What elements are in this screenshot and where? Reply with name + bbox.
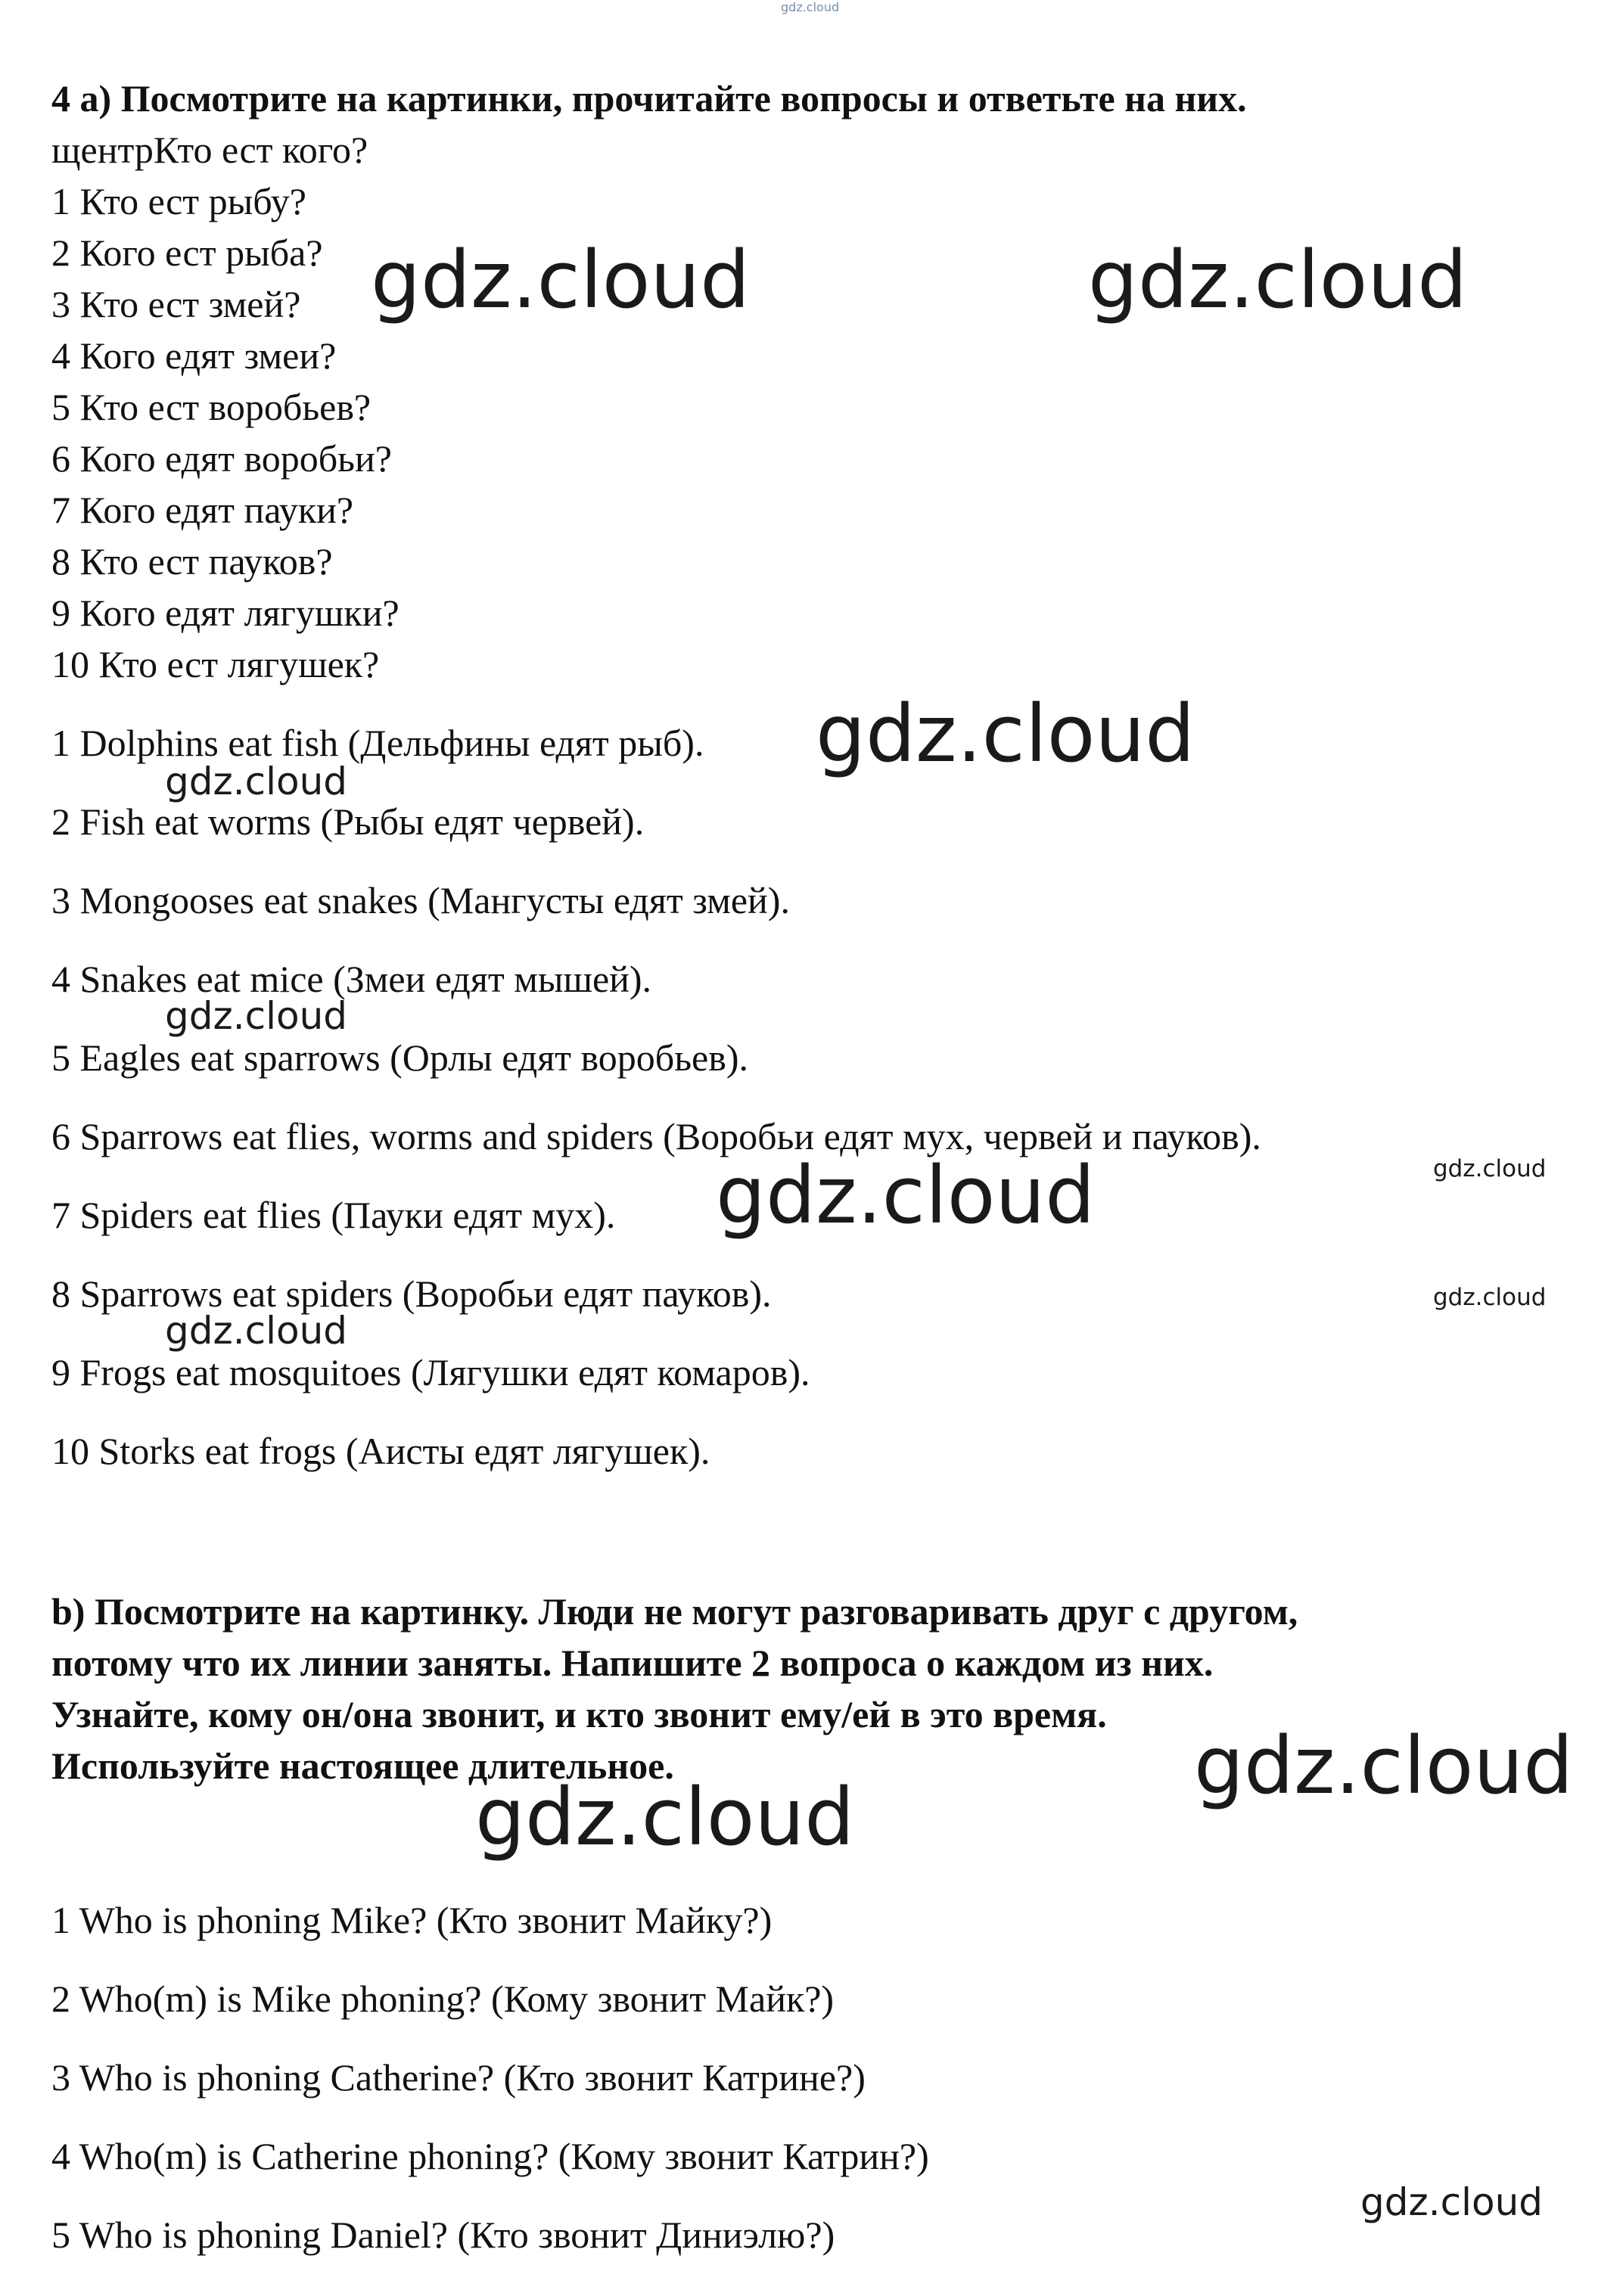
answer-a-6: 6 Sparrows eat flies, worms and spiders (Воробьи едят мух, червей и пауков). <box>51 1115 1261 1157</box>
watermark-large: gdz.cloud <box>1194 1720 1574 1812</box>
answer-b-5: 5 Who is phoning Daniel? (Кто звонит Диниэлю?) <box>51 2214 835 2256</box>
question-4: 4 Кого едят змеи? <box>51 334 337 377</box>
question-8: 8 Кто ест пауков? <box>51 540 333 583</box>
watermark-large: gdz.cloud <box>1088 234 1468 326</box>
part-b-heading-line-4: Используйте настоящее длительное. <box>51 1745 674 1787</box>
part-b-heading-line-1: b) Посмотрите на картинку. Люди не могут разговаривать друг с другом, <box>51 1590 1298 1633</box>
answer-b-2: 2 Who(m) is Mike phoning? (Кому звонит Майк?) <box>51 1978 835 2020</box>
watermark-small: gdz.cloud <box>1433 1155 1547 1182</box>
watermark-large: gdz.cloud <box>816 688 1195 780</box>
watermark-large: gdz.cloud <box>475 1771 855 1863</box>
answer-a-4: 4 Snakes eat mice (Змеи едят мышей). <box>51 958 652 1000</box>
watermark-medium: gdz.cloud <box>1360 2180 1544 2224</box>
answer-a-1: 1 Dolphins eat fish (Дельфины едят рыб). <box>51 722 704 764</box>
part-a-heading: 4 a) Посмотрите на картинки, прочитайте вопросы и ответьте на них. <box>51 77 1247 120</box>
answer-a-9: 9 Frogs eat mosquitoes (Лягушки едят комаров). <box>51 1351 810 1393</box>
watermark-medium: gdz.cloud <box>165 1309 348 1353</box>
question-6: 6 Кого едят воробьи? <box>51 437 392 480</box>
answer-b-1: 1 Who is phoning Mike? (Кто звонит Майку?) <box>51 1899 773 1941</box>
answer-a-8: 8 Sparrows eat spiders (Воробьи едят пауков). <box>51 1272 772 1315</box>
question-5: 5 Кто ест воробьев? <box>51 386 372 428</box>
question-7: 7 Кого едят пауки? <box>51 489 354 531</box>
watermark-medium: gdz.cloud <box>165 760 348 803</box>
part-b-heading-line-2: потому что их линии заняты. Напишите 2 вопроса о каждом из них. <box>51 1642 1214 1684</box>
part-a-subheading: щентрКто ест кого? <box>51 129 368 171</box>
answer-a-2: 2 Fish eat worms (Рыбы едят червей). <box>51 800 645 843</box>
part-b-heading-line-3: Узнайте, кому он/она звонит, и кто звонит ему/ей в это время. <box>51 1693 1107 1735</box>
watermark-large: gdz.cloud <box>716 1149 1096 1241</box>
answer-a-5: 5 Eagles eat sparrows (Орлы едят воробьев). <box>51 1036 748 1079</box>
watermark-small: gdz.cloud <box>1433 1284 1547 1311</box>
answer-a-7: 7 Spiders eat flies (Пауки едят мух). <box>51 1194 616 1236</box>
question-3: 3 Кто ест змей? <box>51 283 301 325</box>
answer-a-3: 3 Mongooses eat snakes (Мангусты едят змей). <box>51 879 790 921</box>
watermark-medium: gdz.cloud <box>165 994 348 1038</box>
watermark-top: gdz.cloud <box>781 0 840 14</box>
question-10: 10 Кто ест лягушек? <box>51 643 380 685</box>
answer-b-4: 4 Who(m) is Catherine phoning? (Кому звонит Катрин?) <box>51 2135 929 2177</box>
watermark-large: gdz.cloud <box>371 234 751 326</box>
answer-a-10: 10 Storks eat frogs (Аисты едят лягушек). <box>51 1430 710 1472</box>
question-2: 2 Кого ест рыба? <box>51 231 323 274</box>
question-1: 1 Кто ест рыбу? <box>51 180 306 222</box>
answer-b-3: 3 Who is phoning Catherine? (Кто звонит Катрине?) <box>51 2056 866 2099</box>
question-9: 9 Кого едят лягушки? <box>51 592 400 634</box>
